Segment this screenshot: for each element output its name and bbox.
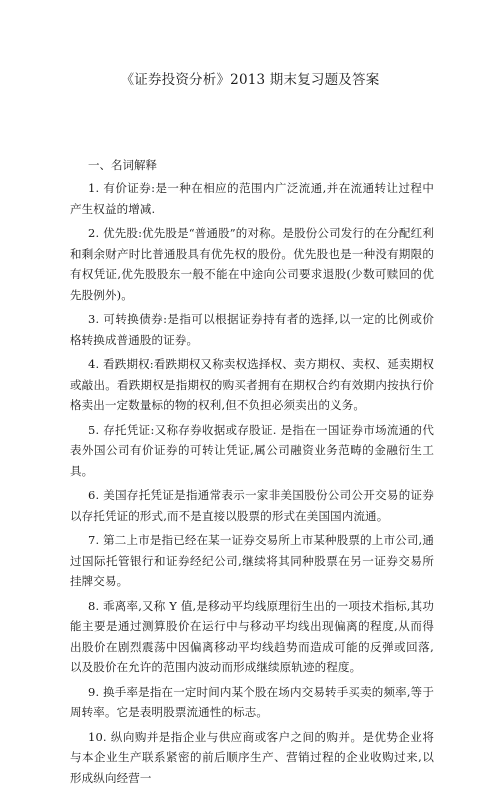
term-paragraph-5: 5. 存托凭证:又称存券收据或存股证. 是指在一国证券市场流通的代表外国公司有价证券的可转让凭证,属公司融资业务范畴的金融衍生工具。	[70, 422, 434, 478]
document-title: 《证券投资分析》2013 期末复习题及答案	[120, 72, 380, 88]
term-paragraph-10: 10. 纵向购并是指企业与供应商或客户之间的购并。是优势企业将与本企业生产联系紧密的前后顺序生产、营销过程的企业收购过来,以形成纵向经营一	[70, 729, 434, 785]
term-paragraph-1: 1. 有价证券:是一种在相应的范围内广泛流通,并在流通转让过程中产生权益的增减.	[70, 181, 434, 216]
document-body	[70, 156, 434, 792]
section-heading: 一、名词解释	[88, 158, 157, 172]
term-paragraph-4: 4. 看跌期权:看跌期权又称卖权选择权、卖方期权、卖权、延卖期权或敲出。看跌期权是指期权的购买者拥有在期权合约有效期内按执行价格卖出一定数量标的物的权利,但不负担必须卖出的义务。	[70, 357, 434, 412]
term-paragraph-2: 2. 优先股:优先股是“普通股”的对称。是股份公司发行的在分配红利和剩余财产时比普通股具有优先权的股份。优先股也是一种没有期限的有权凭证,优先股股东一般不能在中途向公司要求退股(少数可赎回的优先股例外)。	[70, 226, 434, 302]
term-paragraph-7: 7. 第二上市是指已经在某一证券交易所上市某种股票的上市公司,通过国际托管银行和证券经纪公司,继续将其同种股票在另一证券交易所挂牌交易。	[70, 533, 434, 588]
term-paragraph-3: 3. 可转换债券:是指可以根据证券持有者的选择,以一定的比例或价格转换成普通股的证券。	[70, 312, 434, 347]
term-paragraph-6: 6. 美国存托凭证是指通常表示一家非美国股份公司公开交易的证券以存托凭证的形式,而不是直接以股票的形式在美国国内流通。	[70, 488, 434, 523]
term-paragraph-9: 9. 换手率是指在一定时间内某个股在场内交易转手买卖的频率,等于周转率。它是表明股票流通性的标志。	[70, 684, 434, 719]
term-paragraph-8: 8. 乖离率,又称 Y 值,是移动平均线原理衍生出的一项技术指标,其功能主要是通过测算股价在运行中与移动平均线出现偏离的程度,从而得出股价在剧烈震荡中因偏离移动平均线趋势而造成可能的反弹或回落,以及股价在允许的范围内波动而形成继续原轨迹的程度。	[70, 598, 434, 674]
